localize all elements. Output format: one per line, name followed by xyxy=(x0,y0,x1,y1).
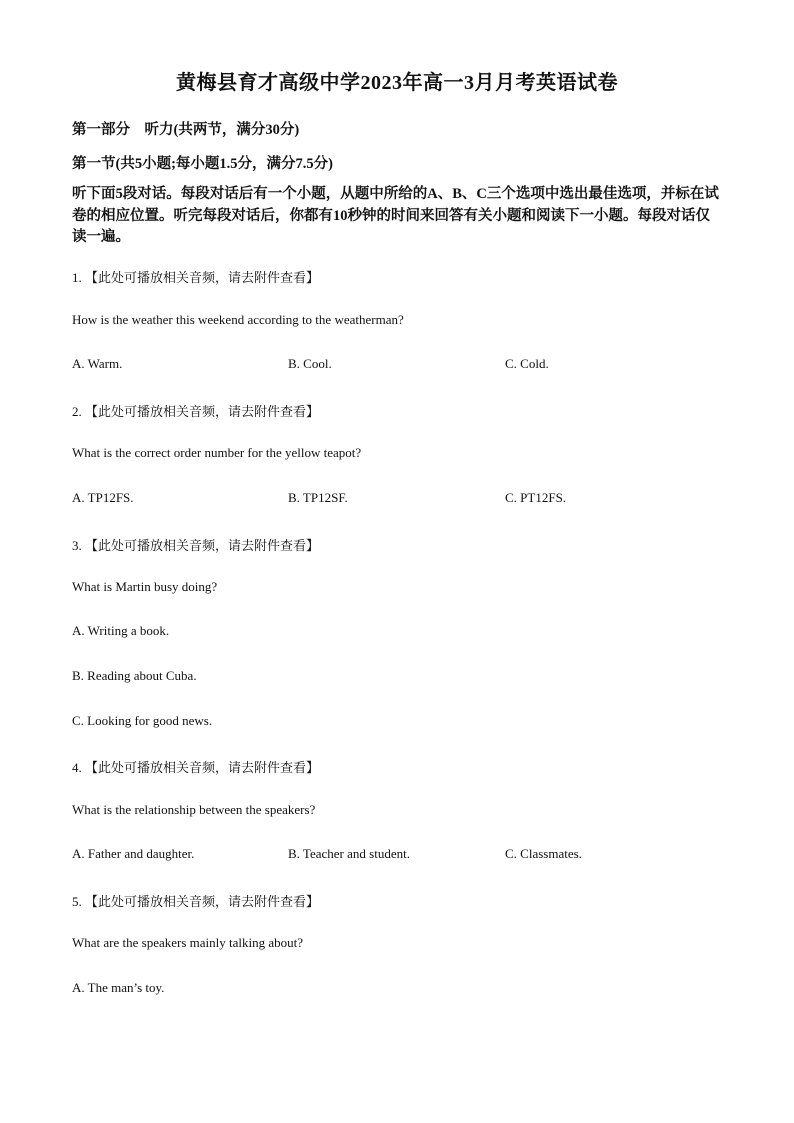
question-3-option-c[interactable]: C. Looking for good news. xyxy=(72,713,213,728)
question-4-text: What is the relationship between the speakers? xyxy=(72,802,316,817)
question-2-option-c[interactable]: C. PT12FS. xyxy=(505,490,567,505)
question-5-audio-note: 5. 【此处可播放相关音频，请去附件查看】 xyxy=(72,894,320,909)
part-heading: 第一部分 听力(共两节，满分30分) xyxy=(72,122,300,138)
question-3-text: What is Martin busy doing? xyxy=(72,579,218,594)
question-1-option-a[interactable]: A. Warm. xyxy=(72,356,123,371)
question-2-audio-note: 2. 【此处可播放相关音频，请去附件查看】 xyxy=(72,404,320,419)
section-heading: 第一节(共5小题;每小题1.5分，满分7.5分) xyxy=(72,156,333,172)
question-3-audio-note: 3. 【此处可播放相关音频，请去附件查看】 xyxy=(72,538,320,553)
question-3-option-b[interactable]: B. Reading about Cuba. xyxy=(72,668,197,683)
question-1-text: How is the weather this weekend according to the weatherman? xyxy=(72,312,404,327)
question-1-option-c[interactable]: C. Cold. xyxy=(505,356,549,371)
listening-instructions: 听下面5段对话。每段对话后有一个小题，从题中所给的A、B、C三个选项中选出最佳选项，并标在试卷的相应位置。听完每段对话后，你都有10秒钟的时间来回答有关小题和阅读下一小题。每段对话仅读一遍。 xyxy=(72,186,719,245)
question-1-audio-note: 1. 【此处可播放相关音频，请去附件查看】 xyxy=(72,270,320,285)
question-2-option-b[interactable]: B. TP12SF. xyxy=(288,490,348,505)
question-4-option-c[interactable]: C. Classmates. xyxy=(505,846,582,861)
question-2-option-a[interactable]: A. TP12FS. xyxy=(72,490,134,505)
exam-title: 黄梅县育才高级中学2023年高一3月月考英语试卷 xyxy=(176,72,618,94)
question-4-audio-note: 4. 【此处可播放相关音频，请去附件查看】 xyxy=(72,760,320,775)
question-4-option-a[interactable]: A. Father and daughter. xyxy=(72,846,195,861)
question-5-text: What are the speakers mainly talking about? xyxy=(72,935,304,950)
question-2-text: What is the correct order number for the yellow teapot? xyxy=(72,445,362,460)
question-3-option-a[interactable]: A. Writing a book. xyxy=(72,623,170,638)
question-5-option-a[interactable]: A. The man’s toy. xyxy=(72,980,165,995)
question-4-option-b[interactable]: B. Teacher and student. xyxy=(288,846,410,861)
question-1-option-b[interactable]: B. Cool. xyxy=(288,356,332,371)
